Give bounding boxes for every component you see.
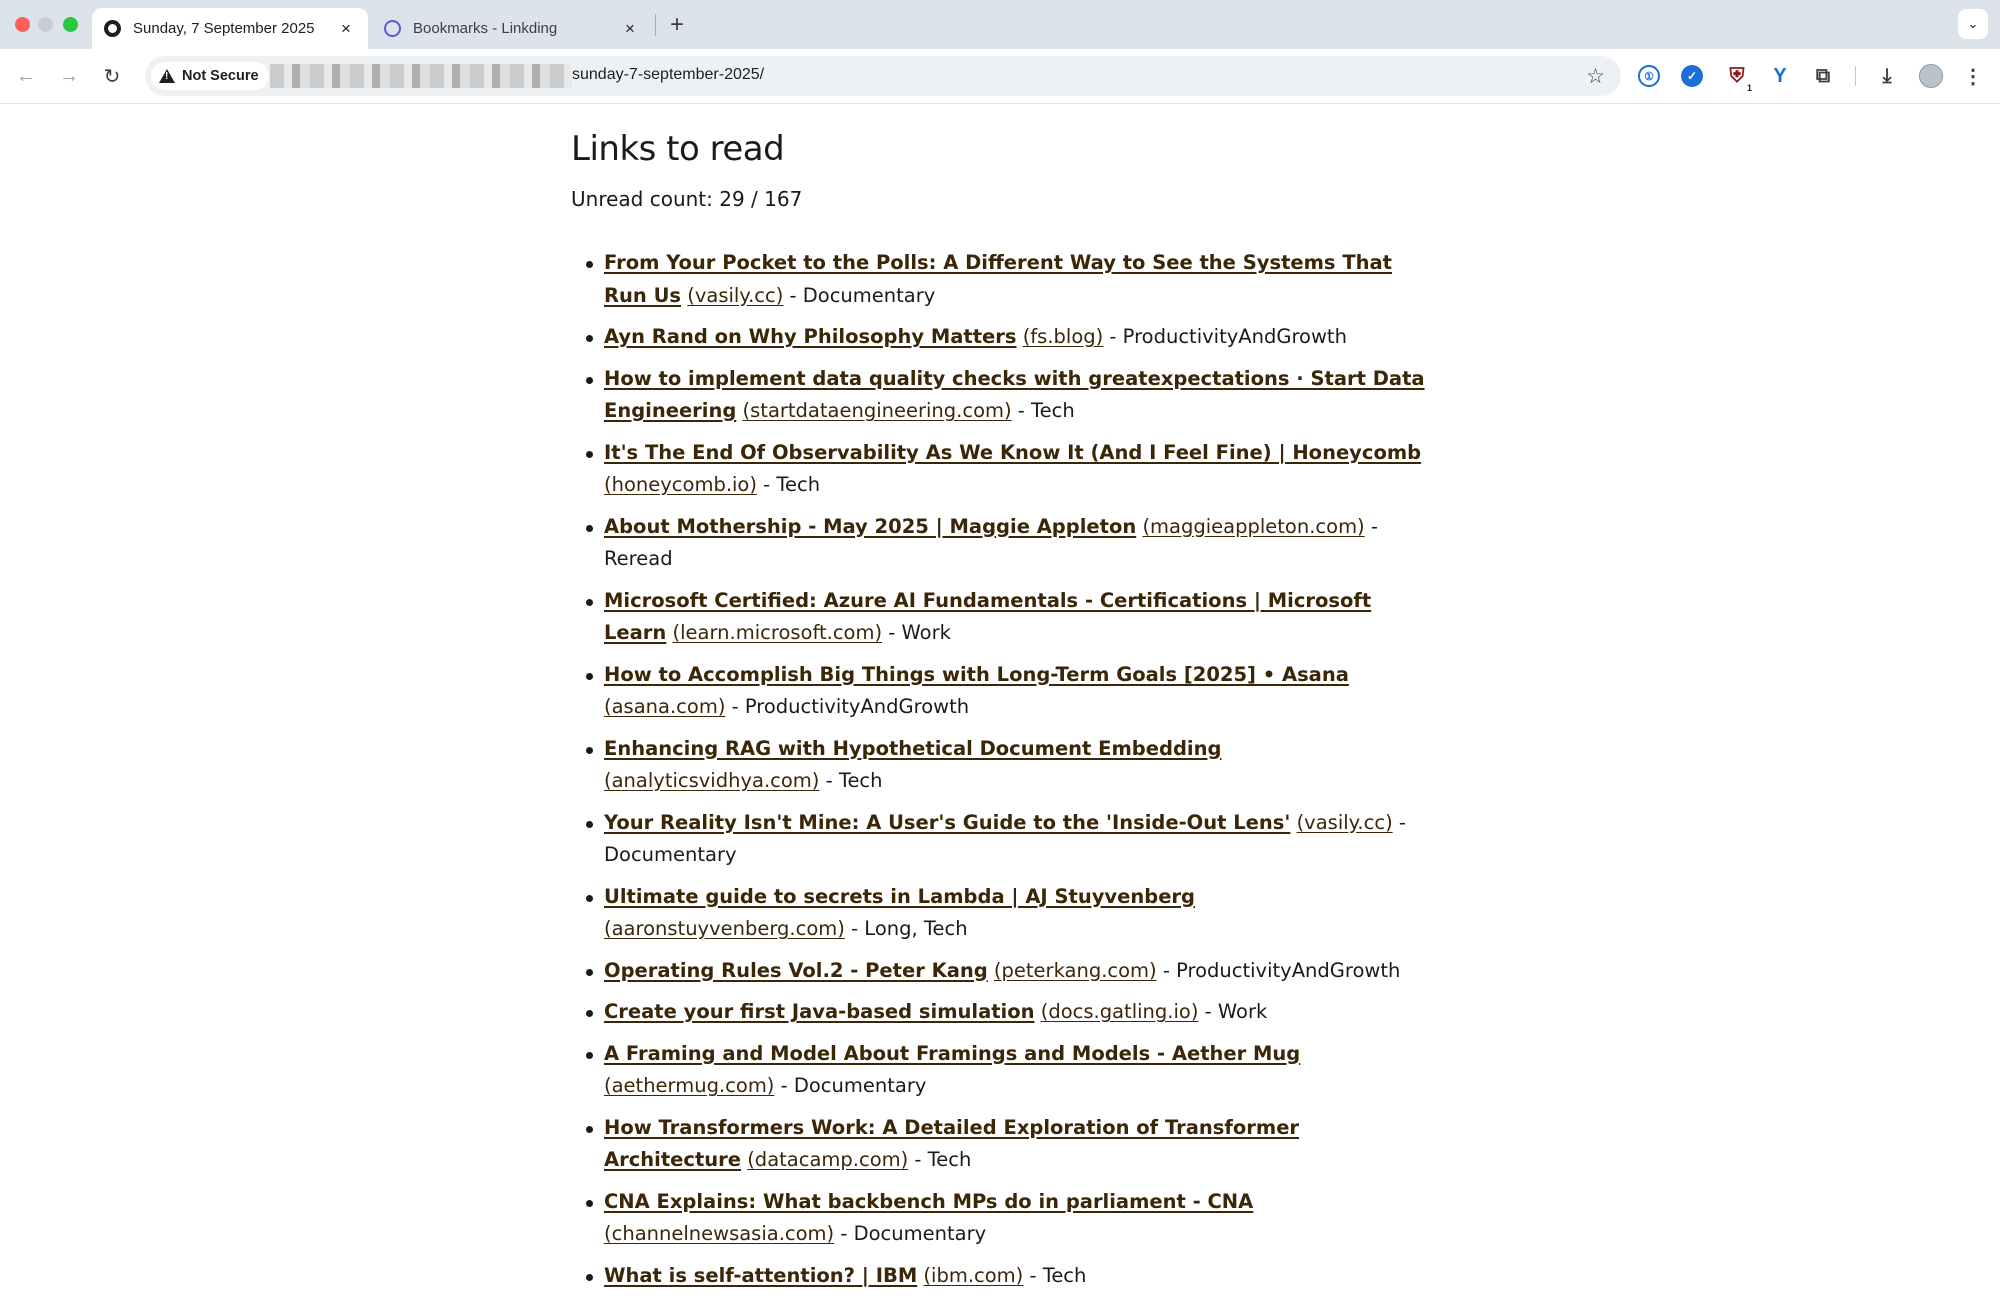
links-list [571, 247, 1431, 1292]
link-title[interactable]: About Mothership - May 2025 | Maggie Appleton [604, 514, 1137, 538]
list-item [571, 321, 1431, 354]
list-item [571, 247, 1431, 312]
link-domain[interactable]: (datacamp.com) [747, 1148, 909, 1171]
page-title: Links to read [571, 129, 785, 169]
list-item [571, 996, 1431, 1029]
check-extension-icon[interactable]: ✓ [1681, 65, 1703, 87]
list-item [571, 1112, 1431, 1177]
list-item [571, 659, 1431, 724]
tab-divider [655, 14, 656, 36]
link-tag: - Documentary [783, 283, 936, 307]
security-label: Not Secure [182, 68, 259, 84]
list-item [571, 585, 1431, 650]
link-title[interactable]: Your Reality Isn't Mine: A User's Guide to the 'Inside-Out Lens' [604, 810, 1291, 834]
warning-icon [159, 69, 175, 83]
list-item [571, 363, 1431, 428]
zoom-window-button[interactable] [63, 17, 78, 32]
list-item [571, 511, 1431, 576]
list-item [571, 437, 1431, 502]
bookmark-star-icon[interactable]: ☆ [1586, 65, 1605, 88]
link-tag: - Tech [1023, 1263, 1087, 1287]
tab-title: Bookmarks - Linkding [413, 20, 558, 37]
link-title[interactable]: Ayn Rand on Why Philosophy Matters [604, 325, 1017, 348]
browser-toolbar [0, 49, 2000, 104]
link-tag: - Tech [908, 1148, 972, 1171]
back-button[interactable]: ← [16, 64, 36, 87]
download-icon[interactable]: ⤓ [1882, 64, 1892, 87]
list-item [571, 881, 1431, 946]
site-favicon-icon [104, 20, 121, 37]
link-title[interactable]: How Transformers Work: A Detailed Exploration of Transformer Architecture [604, 1115, 1300, 1171]
link-tag: - Work [882, 621, 951, 644]
redacted-url-host [270, 64, 572, 88]
link-title[interactable]: Operating Rules Vol.2 - Peter Kang [604, 958, 988, 982]
linkding-favicon-icon [384, 20, 401, 37]
extension-badge: 1 [1746, 83, 1752, 93]
link-tag: - Tech [1011, 399, 1075, 422]
link-domain[interactable]: (learn.microsoft.com) [672, 621, 883, 644]
link-title[interactable]: Ultimate guide to secrets in Lambda | AJ Stuyvenberg [604, 884, 1195, 908]
link-tag: - ProductivityAndGrowth [725, 695, 970, 718]
url-path: sunday-7-september-2025/ [572, 66, 765, 83]
shield-icon: ⛨ [1729, 64, 1745, 87]
link-tag: - ProductivityAndGrowth [1103, 325, 1347, 348]
address-bar[interactable] [145, 56, 1621, 96]
link-domain[interactable]: (maggieappleton.com) [1142, 514, 1365, 538]
list-item [571, 1260, 1431, 1293]
link-domain[interactable]: (ibm.com) [923, 1263, 1024, 1287]
unread-count: Unread count: 29 / 167 [571, 187, 803, 211]
link-title[interactable]: From Your Pocket to the Polls: A Different Way to See the Systems That Run Us [604, 251, 1392, 307]
close-tab-icon[interactable]: × [341, 18, 351, 38]
shield-extension-icon[interactable] [1724, 63, 1752, 93]
link-title[interactable]: It's The End Of Observability As We Know It (And I Feel Fine) | Honeycomb [604, 440, 1422, 464]
close-tab-icon[interactable]: × [625, 18, 635, 38]
link-title[interactable]: How to Accomplish Big Things with Long-Term Goals [2025] • Asana [604, 662, 1349, 686]
tab-sunday-7-september[interactable] [92, 8, 368, 49]
link-title[interactable]: What is self-attention? | IBM [604, 1263, 918, 1287]
link-tag: - Long, Tech [844, 917, 968, 940]
security-indicator[interactable] [151, 62, 269, 90]
extensions-puzzle-icon[interactable]: ⧉ [1815, 64, 1831, 87]
link-domain[interactable]: (vasily.cc) [687, 283, 784, 307]
tab-title: Sunday, 7 September 2025 [133, 20, 315, 37]
link-domain[interactable]: (analyticsvidhya.com) [604, 769, 820, 792]
reload-button[interactable]: ↻ [103, 65, 121, 88]
link-domain[interactable]: (aethermug.com) [604, 1074, 775, 1097]
minimize-window-button[interactable] [38, 17, 53, 32]
list-item [571, 733, 1431, 798]
tab-bookmarks-linkding[interactable] [372, 8, 652, 49]
link-title[interactable]: CNA Explains: What backbench MPs do in parliament - CNA [604, 1189, 1254, 1213]
link-title[interactable]: A Framing and Model About Framings and Models - Aether Mug [604, 1041, 1301, 1065]
tab-search-button[interactable]: ⌄ [1958, 9, 1988, 39]
forward-button[interactable]: → [59, 64, 79, 87]
list-item [571, 955, 1431, 988]
link-domain[interactable]: (fs.blog) [1022, 325, 1104, 348]
new-tab-button[interactable]: + [669, 11, 684, 38]
list-item [571, 807, 1431, 872]
link-domain[interactable]: (peterkang.com) [993, 958, 1157, 982]
link-tag: - Documentary [774, 1074, 927, 1097]
link-title[interactable]: Create your first Java-based simulation [604, 1000, 1035, 1023]
toolbar-divider [1855, 66, 1856, 86]
link-domain[interactable]: (aaronstuyvenberg.com) [604, 917, 845, 940]
link-title[interactable]: How to implement data quality checks with greatexpectations · Start Data Engineering [604, 366, 1425, 422]
link-domain[interactable]: (docs.gatling.io) [1040, 1000, 1199, 1023]
more-menu-icon[interactable]: ⋮ [1963, 65, 1983, 88]
link-domain[interactable]: (vasily.cc) [1296, 810, 1393, 834]
link-title[interactable]: Microsoft Certified: Azure AI Fundamentals - Certifications | Microsoft Learn [604, 588, 1372, 644]
link-domain[interactable]: (startdataengineering.com) [742, 399, 1012, 422]
link-domain[interactable]: (honeycomb.io) [604, 473, 757, 496]
link-tag: - Documentary [604, 810, 1406, 866]
link-domain[interactable]: (channelnewsasia.com) [604, 1222, 835, 1245]
link-domain[interactable]: (asana.com) [604, 695, 726, 718]
link-title[interactable]: Enhancing RAG with Hypothetical Document Embedding [604, 736, 1222, 760]
onepassword-extension-icon[interactable]: ① [1638, 65, 1660, 87]
list-item [571, 1038, 1431, 1103]
close-window-button[interactable] [15, 17, 30, 32]
page-viewport [0, 105, 2000, 1287]
article-content [571, 105, 1431, 1301]
link-tag: - Documentary [834, 1222, 987, 1245]
tab-strip [0, 0, 2000, 49]
link-tag: - Work [1198, 1000, 1268, 1023]
link-tag: - Reread [604, 514, 1378, 570]
link-tag: - Tech [819, 769, 883, 792]
link-tag: - Tech [756, 473, 821, 496]
list-item [571, 1186, 1431, 1251]
link-tag: - ProductivityAndGrowth [1156, 958, 1401, 982]
y-extension-icon[interactable]: Y [1773, 64, 1787, 87]
profile-avatar[interactable] [1919, 64, 1943, 88]
